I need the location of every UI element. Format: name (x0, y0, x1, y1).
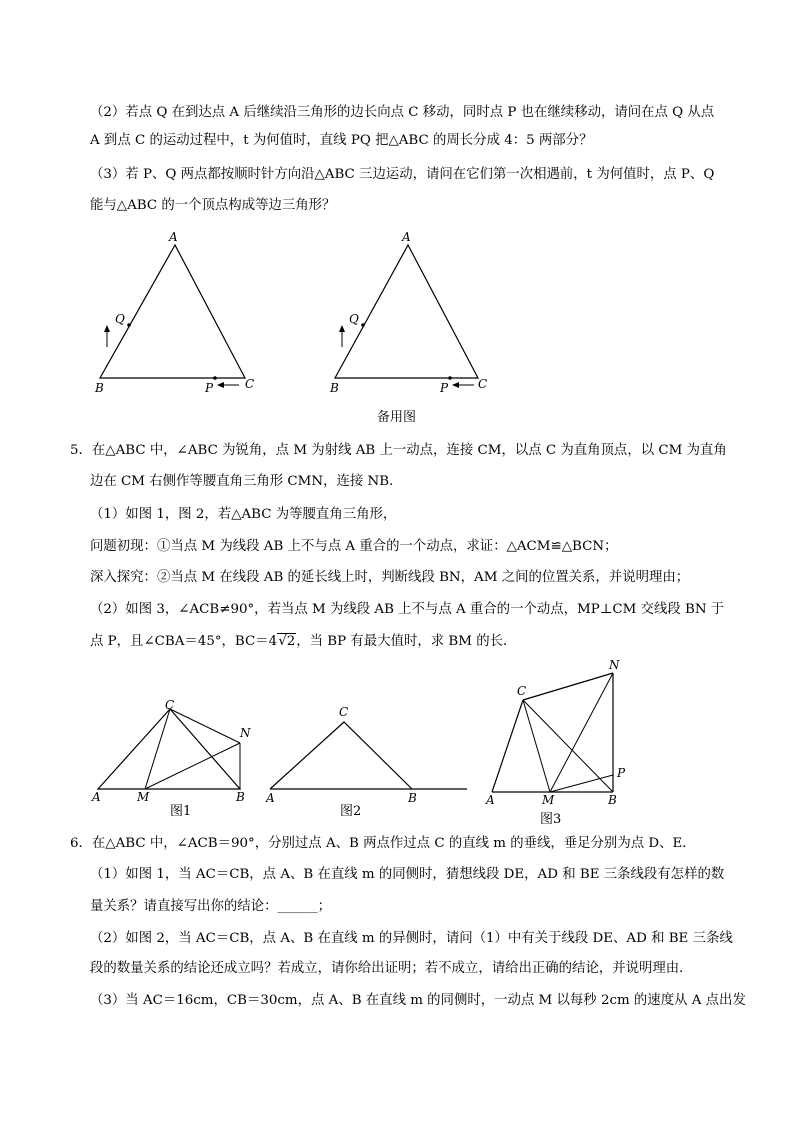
q5-part2-line1: （2）如图 3，∠ACB≠90°，若当点 M 为线段 AB 上不与点 A 重合的一个动点，MP⊥CM 交线段 BN 于 (90, 602, 725, 617)
q4-part3-line1: （3）若 P、Q 两点都按顺时针方向沿△ABC 三边运动，请问在它们第一次相遇前，t 为何值时，点 P、Q (90, 167, 715, 182)
q4-part3-line2: 能与△ABC 的一个顶点构成等边三角形？ (90, 198, 336, 213)
label-C: C (517, 684, 527, 698)
q5-stem-line2: 边在 CM 右侧作等腰直角三角形 CMN，连接 NB． (90, 474, 403, 489)
q5-part2-line2: 点 P，且∠CBA＝45°，BC＝4√2，当 BP 有最大值时，求 BM 的长． (90, 634, 517, 649)
label-P: P (440, 381, 449, 395)
label-A: A (486, 793, 495, 807)
q5-figure-3 (480, 655, 640, 815)
label-P: P (205, 381, 214, 395)
q5-part1: （1）如图 1，图 2，若△ABC 为等腰直角三角形， (90, 507, 397, 522)
q6-part1-line1: （1）如图 1，当 AC＝CB，点 A、B 在直线 m 的同侧时，猜想线段 DE，AD 和 BE 三条线段有怎样的数 (90, 867, 725, 882)
label-M: M (137, 790, 150, 804)
q4-figure-left (85, 225, 265, 400)
sqrt-radical: √2 (278, 634, 296, 649)
q5-fig2-caption: 图2 (340, 804, 362, 819)
label-B: B (95, 381, 104, 395)
q4-part2-line1: （2）若点 Q 在到达点 A 后继续沿三角形的边长向点 C 移动，同时点 P 也在继续移动，请问在点 Q 从点 (90, 105, 715, 120)
label-B: B (330, 381, 339, 395)
label-C: C (339, 705, 349, 719)
q4-figure-right (320, 225, 500, 400)
label-A: A (169, 230, 178, 244)
label-B: B (236, 790, 245, 804)
label-Q: Q (349, 312, 359, 326)
q6-part2-line1: （2）如图 2，当 AC＝CB，点 A、B 在直线 m 的异侧时，请问（1）中有关于线段 DE、AD 和 BE 三条线 (90, 931, 733, 946)
q5-figure-1 (90, 697, 260, 807)
label-M: M (542, 793, 555, 807)
q5-fig1-caption: 图1 (170, 804, 192, 819)
q6-part1-line2: 量关系？请直接写出你的结论：______； (90, 899, 332, 914)
q4-backup-figure-caption: 备用图 (377, 410, 417, 425)
label-C: C (478, 377, 488, 391)
label-P: P (617, 766, 626, 780)
q6-stem: 6．在△ABC 中，∠ACB＝90°，分别过点 A、B 两点作过点 C 的直线 m 的垂线，垂足分别为点 D、E． (70, 836, 696, 851)
q6-part2-line2: 段的数量关系的结论还成立吗？若成立，请你给出证明；若不成立，请给出正确的结论，并说明理由． (90, 961, 693, 976)
label-A: A (402, 230, 411, 244)
label-C: C (165, 698, 175, 712)
label-Q: Q (115, 312, 125, 326)
label-N: N (609, 658, 620, 672)
q5-fig3-caption: 图3 (540, 812, 562, 827)
q5-stem-line1: 5．在△ABC 中，∠ABC 为锐角，点 M 为射线 AB 上一动点，连接 CM，以点 C 为直角顶点，以 CM 为直角 (70, 443, 727, 458)
label-A: A (266, 791, 275, 805)
q5-explore2: 深入探究：②当点 M 在线段 AB 的延长线上时，判断线段 BN，AM 之间的位置关系，并说明理由； (90, 570, 690, 585)
label-A: A (92, 790, 101, 804)
label-B: B (408, 791, 417, 805)
label-C: C (245, 377, 255, 391)
q5-figure-2 (262, 700, 472, 810)
q5-explore1: 问题初现：①当点 M 为线段 AB 上不与点 A 重合的一个动点，求证：△ACM≌△BCN； (90, 539, 618, 554)
label-B: B (608, 793, 617, 807)
q6-part3-line1: （3）当 AC＝16cm，CB＝30cm，点 A、B 在直线 m 的同侧时，一动点 M 以每秒 2cm 的速度从 A 点出发 (90, 993, 746, 1008)
label-N: N (240, 726, 251, 740)
q4-part2-line2: A 到点 C 的运动过程中，t 为何值时，直线 PQ 把△ABC 的周长分成 4：5 两部分？ (90, 133, 593, 148)
